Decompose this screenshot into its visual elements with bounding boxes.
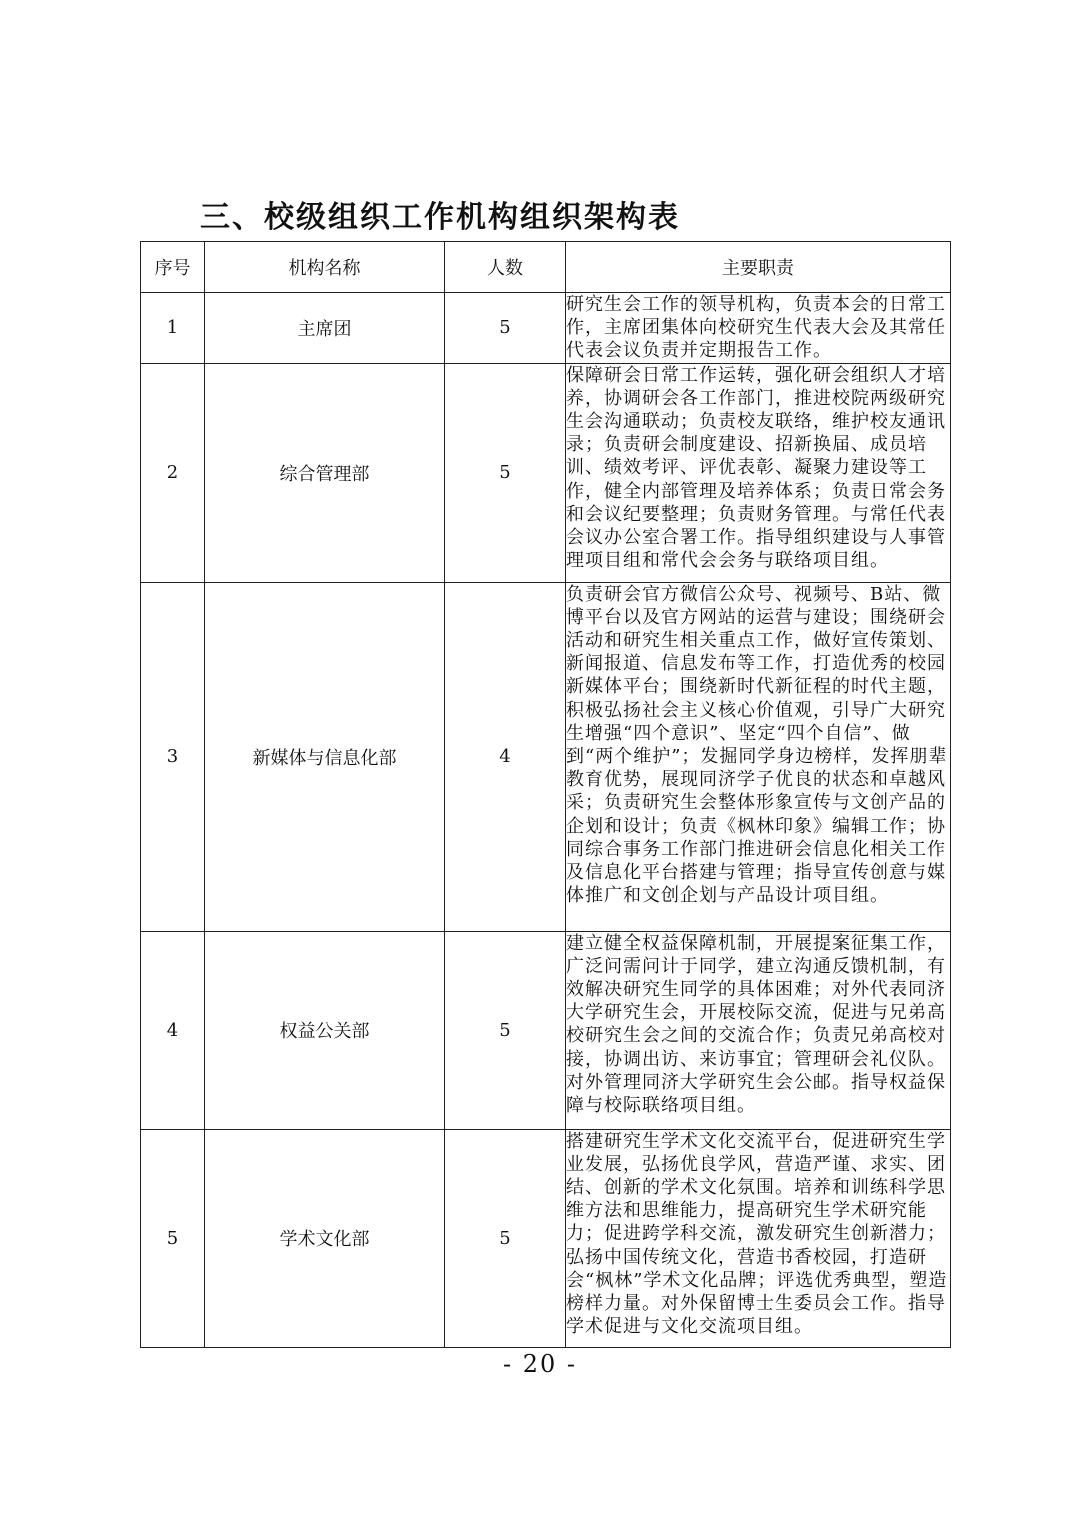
row-seq: 4 [141,931,205,1129]
row-duty: 研究生会工作的领导机构，负责本会的日常工作，主席团集体向校研究生代表大会及其常任代表会议负责并定期报告工作。 [566,293,951,364]
row-count: 5 [445,931,566,1129]
header-duty: 主要职责 [566,242,951,293]
header-name: 机构名称 [205,242,445,293]
row-duty: 建立健全权益保障机制，开展提案征集工作，广泛问需问计于同学，建立沟通反馈机制，有效解决研究生同学的具体困难；对外代表同济大学研究生会，开展校际交流，促进与兄弟高校研究生会之间的交流合作；负责兄弟高校对接，协调出访、来访事宜；管理研会礼仪队。对外管理同济大学研究生会公邮。指导权益保障与校际联络项目组。 [566,931,951,1129]
row-seq: 5 [141,1129,205,1347]
row-name: 主席团 [205,293,445,364]
row-duty: 搭建研究生学术文化交流平台，促进研究生学业发展，弘扬优良学风，营造严谨、求实、团结、创新的学术文化氛围。培养和训练科学思维方法和思维能力，提高研究生学术研究能力；促进跨学科交流，激发研究生创新潜力；弘扬中国传统文化，营造书香校园，打造研会“枫林”学术文化品牌；评选优秀典型，塑造榜样力量。对外保留博士生委员会工作。指导学术促进与文化交流项目组。 [566,1129,951,1347]
row-seq: 2 [141,363,205,582]
row-seq: 3 [141,582,205,931]
header-count: 人数 [445,242,566,293]
row-count: 5 [445,1129,566,1347]
table-row [141,931,951,1129]
row-name: 学术文化部 [205,1129,445,1347]
header-seq: 序号 [141,242,205,293]
table-row [141,363,951,582]
row-name: 权益公关部 [205,931,445,1129]
row-duty: 负责研会官方微信公众号、视频号、B站、微博平台以及官方网站的运营与建设；围绕研会活动和研究生相关重点工作，做好宣传策划、新闻报道、信息发布等工作，打造优秀的校园新媒体平台；围绕新时代新征程的时代主题，积极弘扬社会主义核心价值观，引导广大研究生增强“四个意识”、坚定“四个自信”、做到“两个维护”；发掘同学身边榜样，发挥朋辈教育优势，展现同济学子优良的状态和卓越风采；负责研究生会整体形象宣传与文创产品的企划和设计；负责《枫林印象》编辑工作；协同综合事务工作部门推进研会信息化相关工作及信息化平台搭建与管理；指导宣传创意与媒体推广和文创企划与产品设计项目组。 [566,582,951,931]
row-count: 5 [445,363,566,582]
table-row [141,1129,951,1347]
row-count: 5 [445,293,566,364]
table-row [141,582,951,931]
row-name: 新媒体与信息化部 [205,582,445,931]
row-duty: 保障研会日常工作运转，强化研会组织人才培养，协调研会各工作部门，推进校院两级研究生会沟通联动；负责校友联络，维护校友通讯录；负责研会制度建设、招新换届、成员培训、绩效考评、评优表彰、凝聚力建设等工作，健全内部管理及培养体系；负责日常会务和会议纪要整理；负责财务管理。与常任代表会议办公室合署工作。指导组织建设与人事管理项目组和常代会会务与联络项目组。 [566,363,951,582]
row-name: 综合管理部 [205,363,445,582]
section-title: 三、校级组织工作机构组织架构表 [200,200,680,235]
table-header-row [141,242,951,293]
row-count: 4 [445,582,566,931]
org-structure-table [140,241,951,1348]
page-number: - 20 - [502,1350,577,1378]
table-row [141,293,951,364]
row-seq: 1 [141,293,205,364]
